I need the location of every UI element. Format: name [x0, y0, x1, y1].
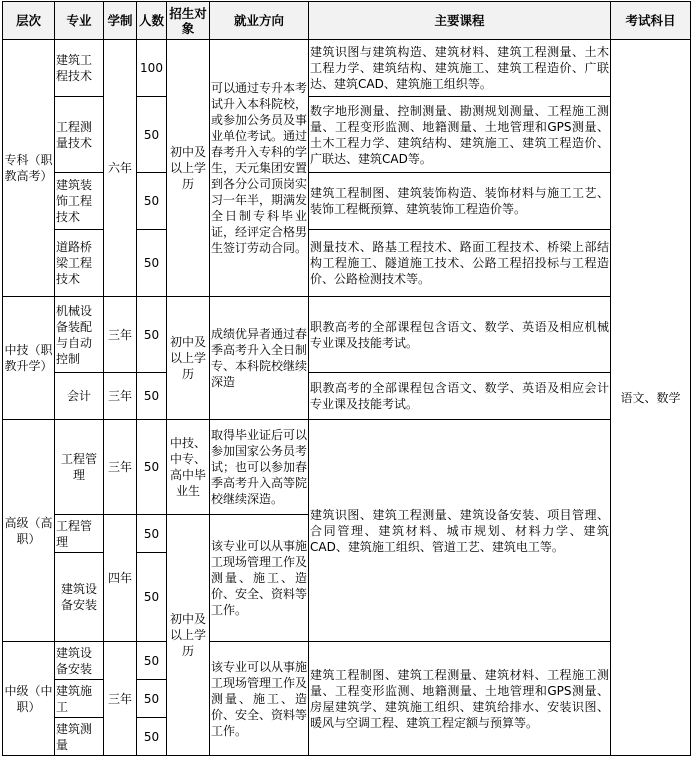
header-row [3, 2, 691, 40]
courses-cell: 职教高考的全部课程包含语文、数学、英语及相应会计专业课及技能考试。 [309, 373, 611, 420]
exam-cell: 语文、数学 [611, 40, 691, 756]
level-cell: 中级（中职） [3, 642, 55, 756]
quota-cell: 50 [137, 173, 167, 230]
major-cell: 建筑工程技术 [55, 40, 104, 97]
header-major: 专业 [55, 2, 104, 40]
years-cell: 三年 [104, 642, 137, 756]
years-cell: 四年 [104, 515, 137, 642]
major-cell: 工程管理 [55, 420, 104, 515]
career-cell: 成绩优异者通过春季高考升入全日制专、本科院校继续深造 [210, 297, 309, 420]
career-cell: 该专业可以从事施工现场管理工作及测量、施工、造价、安全、资料等工作。 [210, 515, 309, 642]
quota-cell: 50 [137, 680, 167, 718]
courses-cell: 建筑工程制图、建筑装饰构造、装饰材料与施工工艺、装饰工程概预算、建筑装饰工程造价等。 [309, 173, 611, 230]
courses-cell: 测量技术、路基工程技术、路面工程技术、桥梁上部结构工程施工、隧道施工技术、公路工程招投标与工程造价、公路检测技术等。 [309, 230, 611, 297]
table-row [3, 40, 691, 97]
table-row [3, 373, 691, 420]
major-cell: 建筑施工 [55, 680, 104, 718]
years-cell: 三年 [104, 420, 137, 515]
table-row [3, 297, 691, 373]
quota-cell: 50 [137, 642, 167, 680]
target-cell: 中技、中专、高中毕业生 [167, 420, 210, 515]
header-years: 学制 [104, 2, 137, 40]
enrollment-table [2, 1, 691, 756]
level-cell: 高级（高职） [3, 420, 55, 642]
career-cell: 取得毕业证后可以参加国家公务员考试；也可以参加春季高考升入高等院校继续深造。 [210, 420, 309, 515]
target-cell: 初中及以上学历 [167, 515, 210, 756]
major-cell: 建筑设备安装 [55, 642, 104, 680]
years-cell: 三年 [104, 373, 137, 420]
major-cell: 会计 [55, 373, 104, 420]
header-quota: 人数 [137, 2, 167, 40]
quota-cell: 50 [137, 718, 167, 756]
header-courses: 主要课程 [309, 2, 611, 40]
courses-cell: 数字地形测量、控制测量、勘测规划测量、工程施工测量、工程变形监测、地籍测量、土地管理和GPS测量、土木工程力学、建筑结构、建筑施工、建筑工程造价、广联达、建筑CAD等。 [309, 97, 611, 173]
header-exam: 考试科目 [611, 2, 691, 40]
quota-cell: 50 [137, 230, 167, 297]
major-cell: 建筑测量 [55, 718, 104, 756]
header-target: 招生对象 [167, 2, 210, 40]
level-cell: 专科（职教高考） [3, 40, 55, 297]
major-cell: 建筑装饰工程技术 [55, 173, 104, 230]
years-cell: 六年 [104, 40, 137, 297]
major-cell: 机械设备装配与自动控制 [55, 297, 104, 373]
quota-cell: 100 [137, 40, 167, 97]
header-level: 层次 [3, 2, 55, 40]
quota-cell: 50 [137, 515, 167, 553]
target-cell: 初中及以上学历 [167, 40, 210, 297]
table-row [3, 420, 691, 515]
courses-cell: 职教高考的全部课程包含语文、数学、英语及相应机械专业课及技能考试。 [309, 297, 611, 373]
major-cell: 工程测量技术 [55, 97, 104, 173]
major-cell: 道路桥梁工程技术 [55, 230, 104, 297]
quota-cell: 50 [137, 553, 167, 642]
major-cell: 建筑设备安装 [55, 553, 104, 642]
header-career: 就业方向 [210, 2, 309, 40]
courses-cell: 建筑识图与建筑构造、建筑材料、建筑工程测量、土木工程力学、建筑结构、建筑施工、建筑工程造价、广联达、建筑CAD、建筑施工组织等。 [309, 40, 611, 97]
courses-cell: 建筑工程制图、建筑工程测量、建筑材料、工程施工测量、工程变形监测、地籍测量、土地管理和GPS测量、房屋建筑学、建筑施工组织、建筑给排水、安装识图、暖风与空调工程、建筑工程定额与预算等。 [309, 642, 611, 756]
target-cell: 初中及以上学历 [167, 297, 210, 420]
career-cell: 该专业可以从事施工现场管理工作及测量、施工、造价、安全、资料等工作。 [210, 642, 309, 756]
table-row [3, 642, 691, 680]
quota-cell: 50 [137, 420, 167, 515]
quota-cell: 50 [137, 297, 167, 373]
level-cell: 中技（职教升学） [3, 297, 55, 420]
career-cell: 可以通过专升本考试升入本科院校，或参加公务员及事业单位考试。通过春考升入专科的学生，天元集团安置到各分公司顶岗实习一年半，期满发全日制专科毕业证，经评定合格男生签订劳动合同。 [210, 40, 309, 297]
quota-cell: 50 [137, 97, 167, 173]
courses-cell: 建筑识图、建筑工程测量、建筑设备安装、项目管理、合同管理、建筑材料、城市规划、材料力学、建筑CAD、建筑施工组织、管道工艺、建筑电工等。 [309, 420, 611, 642]
years-cell: 三年 [104, 297, 137, 373]
quota-cell: 50 [137, 373, 167, 420]
major-cell: 工程管理 [55, 515, 104, 553]
